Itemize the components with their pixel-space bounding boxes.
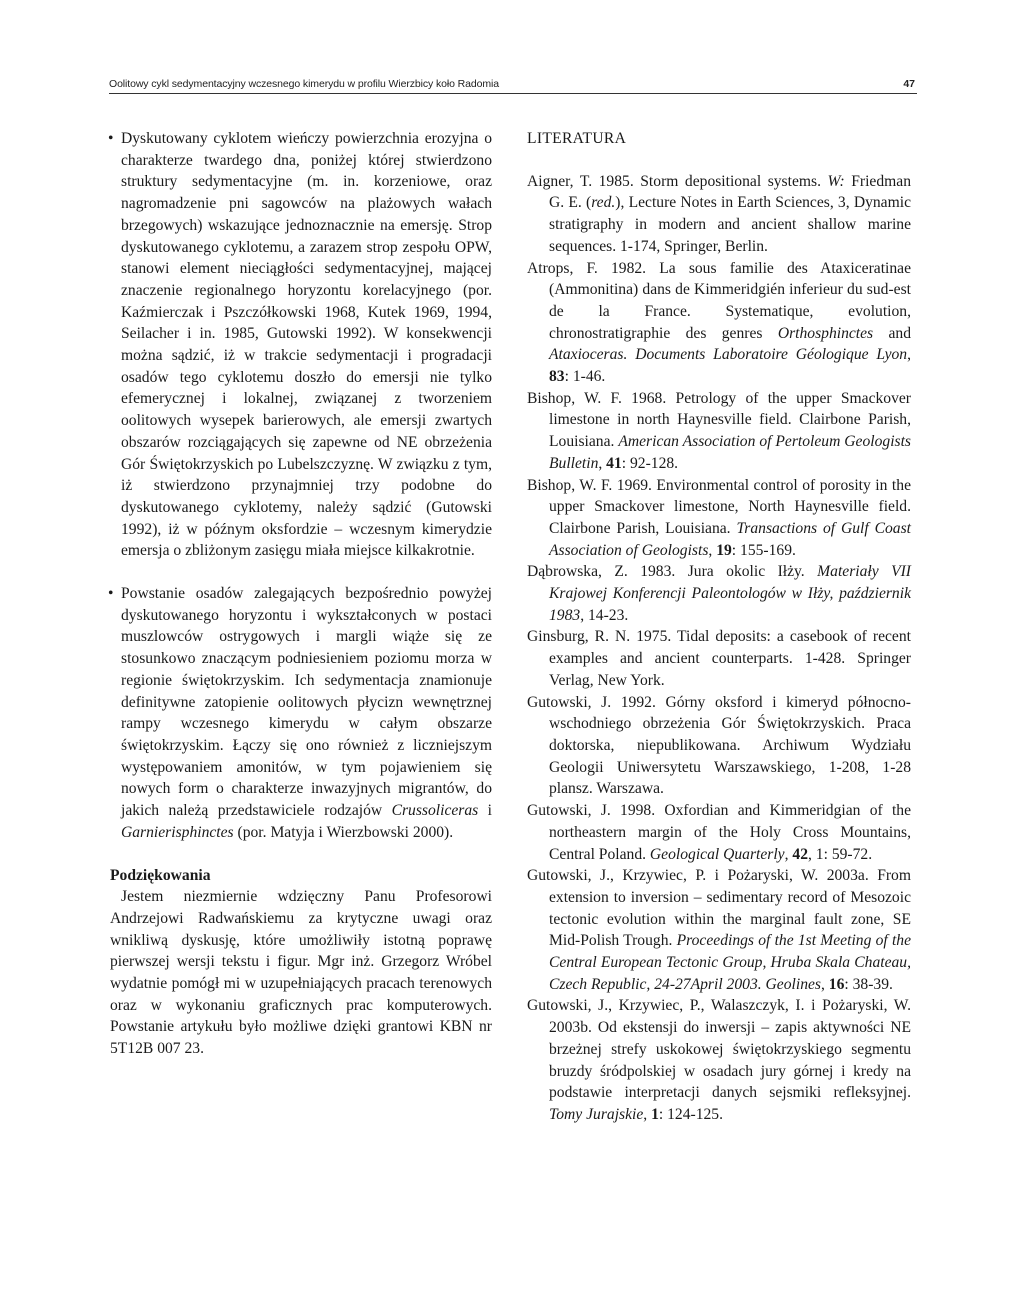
reference-gutowski-1998 <box>527 800 911 865</box>
reference-ginsburg-1975 <box>527 626 911 691</box>
ref-text: : 124-125. <box>658 1105 723 1123</box>
right-column <box>527 128 911 1126</box>
reference-bishop-1968 <box>527 388 911 475</box>
ref-text: : 155-169. <box>731 541 796 559</box>
reference-atrops-1982 <box>527 258 911 388</box>
bullet-icon: • <box>108 585 114 603</box>
running-head-title: Oolitowy cykl sedymentacyjny wczesnego kimerydu w profilu Wierzbicy koło Radomia <box>109 78 499 90</box>
paragraph-cyclothem-top <box>110 128 492 562</box>
ref-volume: 42 <box>792 845 808 863</box>
ref-volume: 83 <box>549 368 565 386</box>
ref-italic: American Association of Pertoleum Geologists Bulletin <box>549 433 912 472</box>
reference-dabrowska-1983 <box>527 561 911 626</box>
paragraph-text: Dyskutowany cyklotem wieńczy powierzchnia erozyjna o charakterze twardego dna, poniżej której stwierdzono struktury sedymentacyjne (m. in. korzeniowe, oraz nagromadzenie pni sagowców na plażowych wałach brzegowych) wskazujące jednoznacznie na emersję. Strop dyskutowanego cyklotemu, a zarazem strop zespołu OPW, stanowi element nieciągłości sedymentacyjnej, mającej znaczenie regionalnego horyzontu korelacyjnego (por. Kaźmierczak i Pszczółkowski 1968, Kutek 1969, 1994, Seilacher i in. 1985, Gutowski 1992). W konsekwencji można sądzić, iż w trakcie sedymentacji i progradacji osadów tego cyklotemu doszło do emersji nie tylko efemerycznej i lokalnej, związanej z tworzeniem oolitowych wysepek barierowych, ale emersji zwartych obszarów rozciągających się zapewne od NE obrzeżenia Gór Świętokrzyskich po Lubelszczyznę. W związku z tym, iż stwierdzono przynajmniej trzy podobne do dyskutowanego cyklotemy, należy sądzić (Gutowski 1992), iż w późnym oksfordzie – wczesnym kimerydzie emersja o zbliżonym zasięgu miała miejsce kilkakrotnie. <box>121 130 492 560</box>
reference-gutowski-2003a <box>527 865 911 995</box>
paragraph-text: (por. Matyja i Wierzbowski 2000). <box>233 823 454 841</box>
ref-italic: Orthosphinctes <box>777 324 874 342</box>
ref-text: , <box>598 454 607 472</box>
reference-aigner-1985 <box>527 171 911 258</box>
acknowledgements-text: Jestem niezmiernie wdzięczny Panu Profesorowi Andrzejowi Radwańskiemu za krytyczne uwagi oraz wnikliwą dyskusję, które umożliwiły istotną poprawę pierwszej wersji tekstu i figur. Mgr inż. Grzegorz Wróbel wydatnie pomógł mi w uzupełniających pracach terenowych oraz w wykonaniu graficznych prac komputerowych. Powstanie artykułu było możliwe dzięki grantowi KBN nr 5T12B 007 23. <box>110 888 492 1058</box>
ref-text: Ginsburg, R. N. 1975. Tidal deposits: a casebook of recent examples and ancient counterparts. 1-428. Springer Verlag, New York. <box>527 628 911 689</box>
ref-text: : 92-128. <box>621 454 679 472</box>
ref-italic: red. <box>591 194 616 212</box>
ref-text: , <box>820 975 829 993</box>
ref-text: Bishop, W. F. 1968. Petrology of the upper Smackover limestone in north Haynesville field. Clairbone Parish, Louisiana. <box>527 389 911 451</box>
paragraph-overlying-deposits <box>110 583 492 843</box>
paragraph-text: i <box>478 802 492 820</box>
ref-italic: W: <box>827 172 845 190</box>
ref-text: Gutowski, J. 1992. Górny oksford i kimeryd północno-wschodniego obrzeżenia Gór Świętokrzyskich. Praca doktorska, niepublikowana. Archiwum Wydziału Geologii Uniwersytetu Warszawskiego, 1-208, 1-28 plansz. Warszawa. <box>527 693 911 798</box>
ref-italic: Materiały VII Krajowej Konferencji Paleontologów w Iłży, październik 1983 <box>549 563 911 624</box>
ref-text: , <box>907 346 911 364</box>
genus-name: Crussoliceras <box>391 802 479 820</box>
page-number: 47 <box>903 78 915 90</box>
ref-italic: Tomy Jurajskie <box>549 1105 644 1123</box>
ref-volume: 16 <box>828 975 845 993</box>
ref-text: Gutowski, J., Krzywiec, P., Walaszczyk, I. i Pożaryski, W. 2003b. Od ekstensji do inwersji – zapis aktywności NE brzeżnej strefy uskokowej świętokrzyskiego segmentu bruzdy śródpolskiej w osadach jury górnej i kredy na podstawie interpretacji danych sejsmiki refleksyjnej. <box>527 997 911 1102</box>
ref-italic: Proceedings of the 1st Meeting of the Central European Tectonic Group, Hruba Skala Chateau, Czech Republic, 24-27April 2003. Geolines <box>549 932 911 993</box>
ref-text: : 1-46. <box>564 368 606 386</box>
genus-name: Garnierisphinctes <box>121 823 234 841</box>
ref-text: Friedman G. E. ( <box>549 172 911 212</box>
ref-text: Atrops, F. 1982. La sous familie des Ataxiceratinae (Ammonitina) dans de Kimmeridgién inferieur du sud-est de la France. Systematique, evolution, chronostratigraphie des genres <box>527 259 911 342</box>
ref-text: Aigner, T. 1985. Storm depositional systems. <box>527 172 828 190</box>
ref-text: Bishop, W. F. 1969. Environmental control of porosity in the upper Smackover limestone, North Haynesville field. Clairbone Parish, Louisiana. <box>527 476 911 537</box>
reference-bishop-1969 <box>527 475 911 562</box>
references-heading: LITERATURA <box>527 130 627 147</box>
ref-text: , <box>784 845 793 863</box>
paragraph-text: Powstanie osadów zalegających bezpośrednio powyżej dyskutowanego horyzontu i wykształconych w postaci muszlowców ostrygowych i margli wiąże się ze stosunkowo znaczącym podniesieniem poziomu morza w regionie świętokrzyskim. Ich sedymentacja znamionuje definitywne zatopienie oolitowych płycizn wewnętrznej rampy wczesnego kimerydu w całym obszarze świętokrzyskim. Łączy się ono również z liczniejszym występowaniem amonitów, w tym pojawieniem się nowych form o charakterze inwazyjnych migrantów, do jakich należą przedstawiciele rodzajów <box>121 585 492 820</box>
reference-gutowski-2003b <box>527 995 911 1125</box>
ref-italic: Ataxioceras. Documents Laboratoire Géologique Lyon <box>549 346 908 364</box>
ref-volume: 19 <box>716 541 732 559</box>
ref-italic: Geological Quarterly <box>649 845 785 863</box>
ref-text: , <box>708 541 717 559</box>
ref-text: : 38-39. <box>844 975 893 993</box>
ref-text: ), Lecture Notes in Earth Sciences, 3, Dynamic stratigraphy in modern and ancient shallow marine sequences. 1-174, Springer, Berlin. <box>549 194 911 255</box>
ref-text: , 1: 59-72. <box>808 845 873 863</box>
acknowledgements-heading: Podziękowania <box>110 866 211 884</box>
ref-text: , <box>643 1105 652 1123</box>
running-head <box>109 78 917 94</box>
ref-volume: 41 <box>606 454 622 472</box>
ref-italic: Transactions of Gulf Coast Association of Geologists <box>549 519 911 559</box>
ref-text: and <box>873 324 912 342</box>
bullet-icon: • <box>108 130 114 147</box>
reference-gutowski-1992 <box>527 692 911 801</box>
left-column <box>110 128 492 1060</box>
ref-text: , 14-23. <box>580 606 629 624</box>
ref-volume: 1 <box>651 1105 659 1123</box>
ref-text: Gutowski, J., Krzywiec, P. i Pożaryski, W. 2003a. From extension to inversion – sedimentary record of Mesozoic tectonic evolution within the marginal fault zone, SE Mid-Polish Trough. <box>527 867 911 950</box>
ref-text: Gutowski, J. 1998. Oxfordian and Kimmeridgian of the northeastern margin of the Holy Cross Mountains, Central Poland. <box>527 802 911 863</box>
ref-text: Dąbrowska, Z. 1983. Jura okolic Iłży. <box>527 563 818 581</box>
